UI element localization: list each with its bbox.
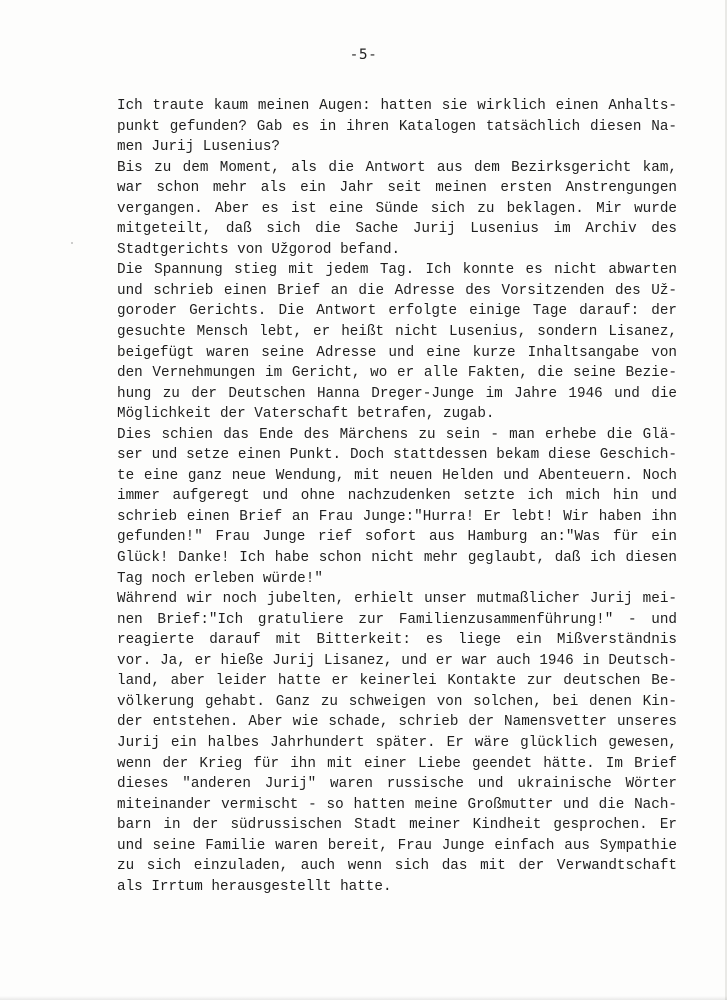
text-line: und seine Familie waren bereit, Frau Junge einfach aus Sympathie bbox=[117, 837, 677, 854]
text-line: Bis zu dem Moment, als die Antwort aus dem Bezirksgericht kam, bbox=[117, 159, 677, 176]
text-line: dieses "anderen Jurij" waren russische und ukrainische Wörter bbox=[117, 776, 677, 793]
text-line: barn in der südrussischen Stadt meiner Kindheit gesprochen. Er bbox=[117, 817, 677, 834]
text-line: vergangen. Aber es ist eine Sünde sich zu beklagen. Mir wurde bbox=[117, 200, 677, 217]
text-line: als Irrtum herausgestellt hatte. bbox=[117, 878, 392, 895]
text-line: und schrieb einen Brief an die Adresse des Vorsitzenden des Už- bbox=[117, 282, 677, 299]
text-line: vor. Ja, er hieße Jurij Lisanez, und er war auch 1946 in Deutsch- bbox=[117, 652, 677, 669]
text-line: reagierte darauf mit Bitterkeit: es liege ein Mißverständnis bbox=[117, 632, 677, 649]
page-number: -5- bbox=[349, 47, 378, 63]
text-line: punkt gefunden? Gab es in ihren Katalogen tatsächlich diesen Na- bbox=[117, 118, 677, 135]
text-line: mitgeteilt, daß sich die Sache Jurij Lusenius im Archiv des bbox=[117, 221, 677, 238]
text-line: te eine ganz neue Wendung, mit neuen Helden und Abenteuern. Noch bbox=[117, 467, 677, 484]
text-line: nen Brief:"Ich gratuliere zur Familienzusammenführung!" - und bbox=[117, 611, 677, 628]
scan-shadow bbox=[0, 996, 727, 1000]
text-line: immer aufgeregt und ohne nachzudenken setzte ich mich hin und bbox=[117, 488, 677, 505]
text-line: hung zu der Deutschen Hanna Dreger-Junge im Jahre 1946 und die bbox=[117, 385, 677, 402]
text-line: Glück! Danke! Ich habe schon nicht mehr geglaubt, daß ich diesen bbox=[117, 550, 677, 567]
text-line: Dies schien das Ende des Märchens zu sein - man erhebe die Glä- bbox=[117, 426, 677, 443]
body-text bbox=[117, 96, 677, 897]
text-line: wenn der Krieg für ihn mit einer Liebe geendet hätte. Im Brief bbox=[117, 755, 677, 772]
text-line: land, aber leider hatte er keinerlei Kontakte zur deutschen Be- bbox=[117, 673, 677, 690]
text-line: beigefügt waren seine Adresse und eine kurze Inhaltsangabe von bbox=[117, 344, 677, 361]
text-line: goroder Gerichts. Die Antwort erfolgte einige Tage darauf: der bbox=[117, 303, 677, 320]
text-line: schrieb einen Brief an Frau Junge:"Hurra! Er lebt! Wir haben ihn bbox=[117, 508, 677, 525]
text-line: ser und setze einen Punkt. Doch stattdessen bekam diese Geschich- bbox=[117, 447, 677, 464]
text-line: Möglichkeit der Vaterschaft betrafen, zugab. bbox=[117, 406, 495, 423]
text-line: völkerung gehabt. Ganz zu schweigen von solchen, bei denen Kin- bbox=[117, 693, 677, 710]
text-line: gefunden!" Frau Junge rief sofort aus Hamburg an:"Was für ein bbox=[117, 529, 677, 546]
text-line: war schon mehr als ein Jahr seit meinen ersten Anstrengungen bbox=[117, 180, 677, 197]
text-line: zu sich einzuladen, auch wenn sich das mit der Verwandtschaft bbox=[117, 858, 677, 875]
text-line: gesuchte Mensch lebt, er heißt nicht Lusenius, sondern Lisanez, bbox=[117, 324, 677, 341]
text-line: miteinander vermischt - so hatten meine Großmutter und die Nach- bbox=[117, 796, 677, 813]
text-line: Jurij ein halbes Jahrhundert später. Er wäre glücklich gewesen, bbox=[117, 734, 677, 751]
text-line: Die Spannung stieg mit jedem Tag. Ich konnte es nicht abwarten bbox=[117, 262, 677, 279]
text-line: Ich traute kaum meinen Augen: hatten sie wirklich einen Anhalts- bbox=[117, 98, 677, 114]
text-line: Tag noch erleben würde!" bbox=[117, 570, 323, 587]
text-line: Stadtgerichts von Užgorod befand. bbox=[117, 241, 401, 258]
text-line: der entstehen. Aber wie schade, schrieb der Namensvetter unseres bbox=[117, 714, 677, 731]
text-line: men Jurij Lusenius? bbox=[117, 139, 281, 156]
scan-speck bbox=[71, 242, 73, 244]
text-line: Während wir noch jubelten, erhielt unser mutmaßlicher Jurij mei- bbox=[117, 591, 677, 608]
text-line: den Vernehmungen im Gericht, wo er alle Fakten, die seine Bezie- bbox=[117, 365, 677, 382]
